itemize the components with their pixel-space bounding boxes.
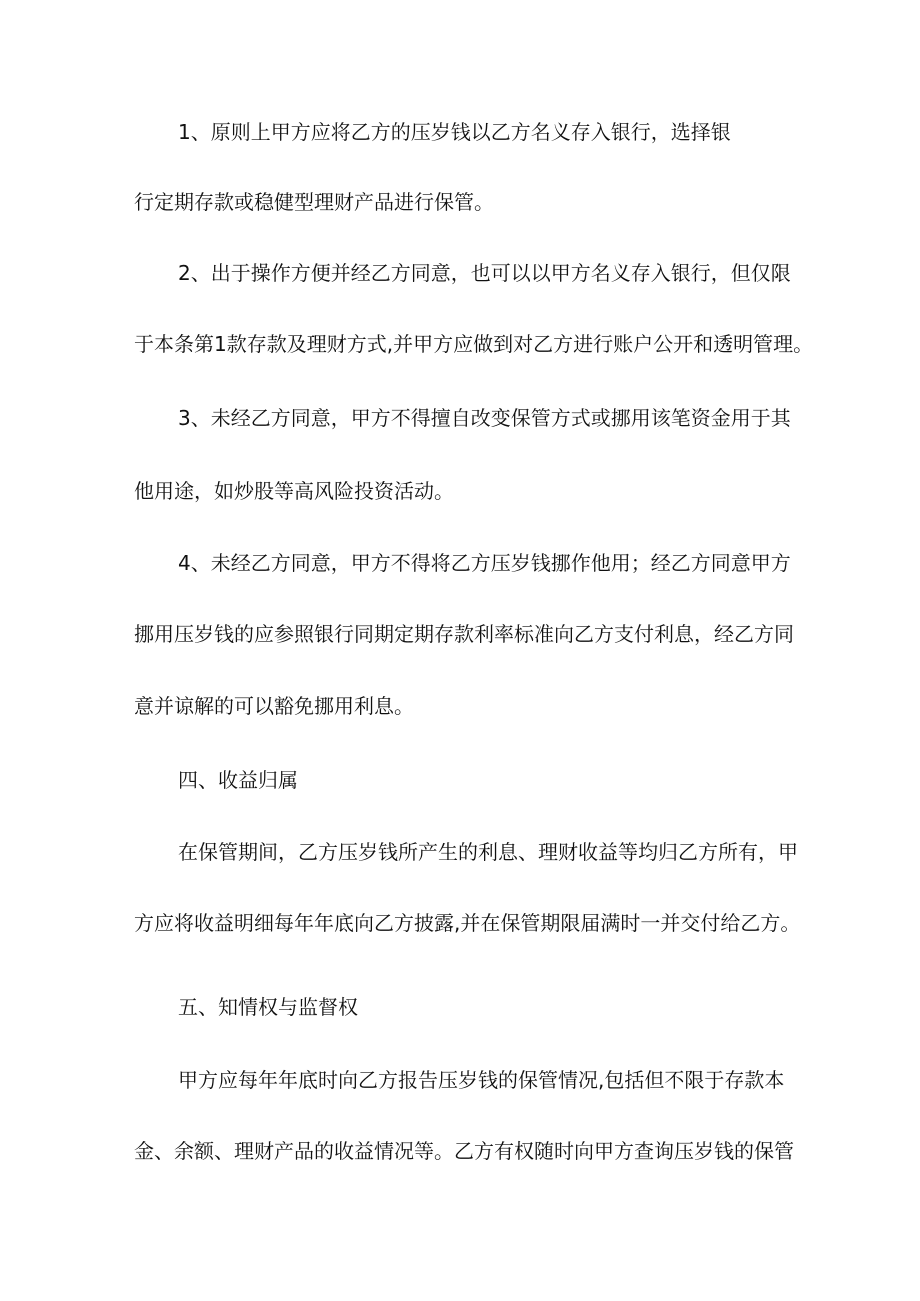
clause-3-line-1: 3、未经乙方同意，甲方不得擅自改变保管方式或挪用该笔资金用于其	[178, 406, 791, 430]
section-heading-5: 五、知情权与监督权	[178, 995, 358, 1019]
clause-2-line-2: 于本条第1款存款及理财方式,并甲方应做到对乙方进行账户公开和透明管理。	[134, 332, 814, 356]
section-heading-4: 四、收益归属	[178, 768, 298, 792]
clause-1-line-1: 1、原则上甲方应将乙方的压岁钱以乙方名义存入银行，选择银	[178, 120, 731, 144]
rights-line-1: 甲方应每年年底时向乙方报告压岁钱的保管情况,包括但不限于存款本	[178, 1068, 785, 1092]
clause-2-line-1: 2、出于操作方便并经乙方同意，也可以以甲方名义存入银行，但仅限	[178, 261, 791, 285]
income-line-1: 在保管期间，乙方压岁钱所产生的利息、理财收益等均归乙方所有，甲	[178, 840, 798, 864]
clause-3-line-2: 他用途，如炒股等高风险投资活动。	[134, 479, 454, 503]
clause-1-line-2: 行定期存款或稳健型理财产品进行保管。	[134, 190, 494, 214]
clause-4-line-3: 意并谅解的可以豁免挪用利息。	[134, 694, 414, 718]
clause-4-line-1: 4、未经乙方同意，甲方不得将乙方压岁钱挪作他用；经乙方同意甲方	[178, 551, 791, 575]
clause-4-line-2: 挪用压岁钱的应参照银行同期定期存款利率标准向乙方支付利息，经乙方同	[134, 622, 794, 646]
income-line-2: 方应将收益明细每年年底向乙方披露,并在保管期限届满时一并交付给乙方。	[134, 911, 801, 935]
rights-line-2: 金、余额、理财产品的收益情况等。乙方有权随时向甲方查询压岁钱的保管	[134, 1139, 794, 1163]
